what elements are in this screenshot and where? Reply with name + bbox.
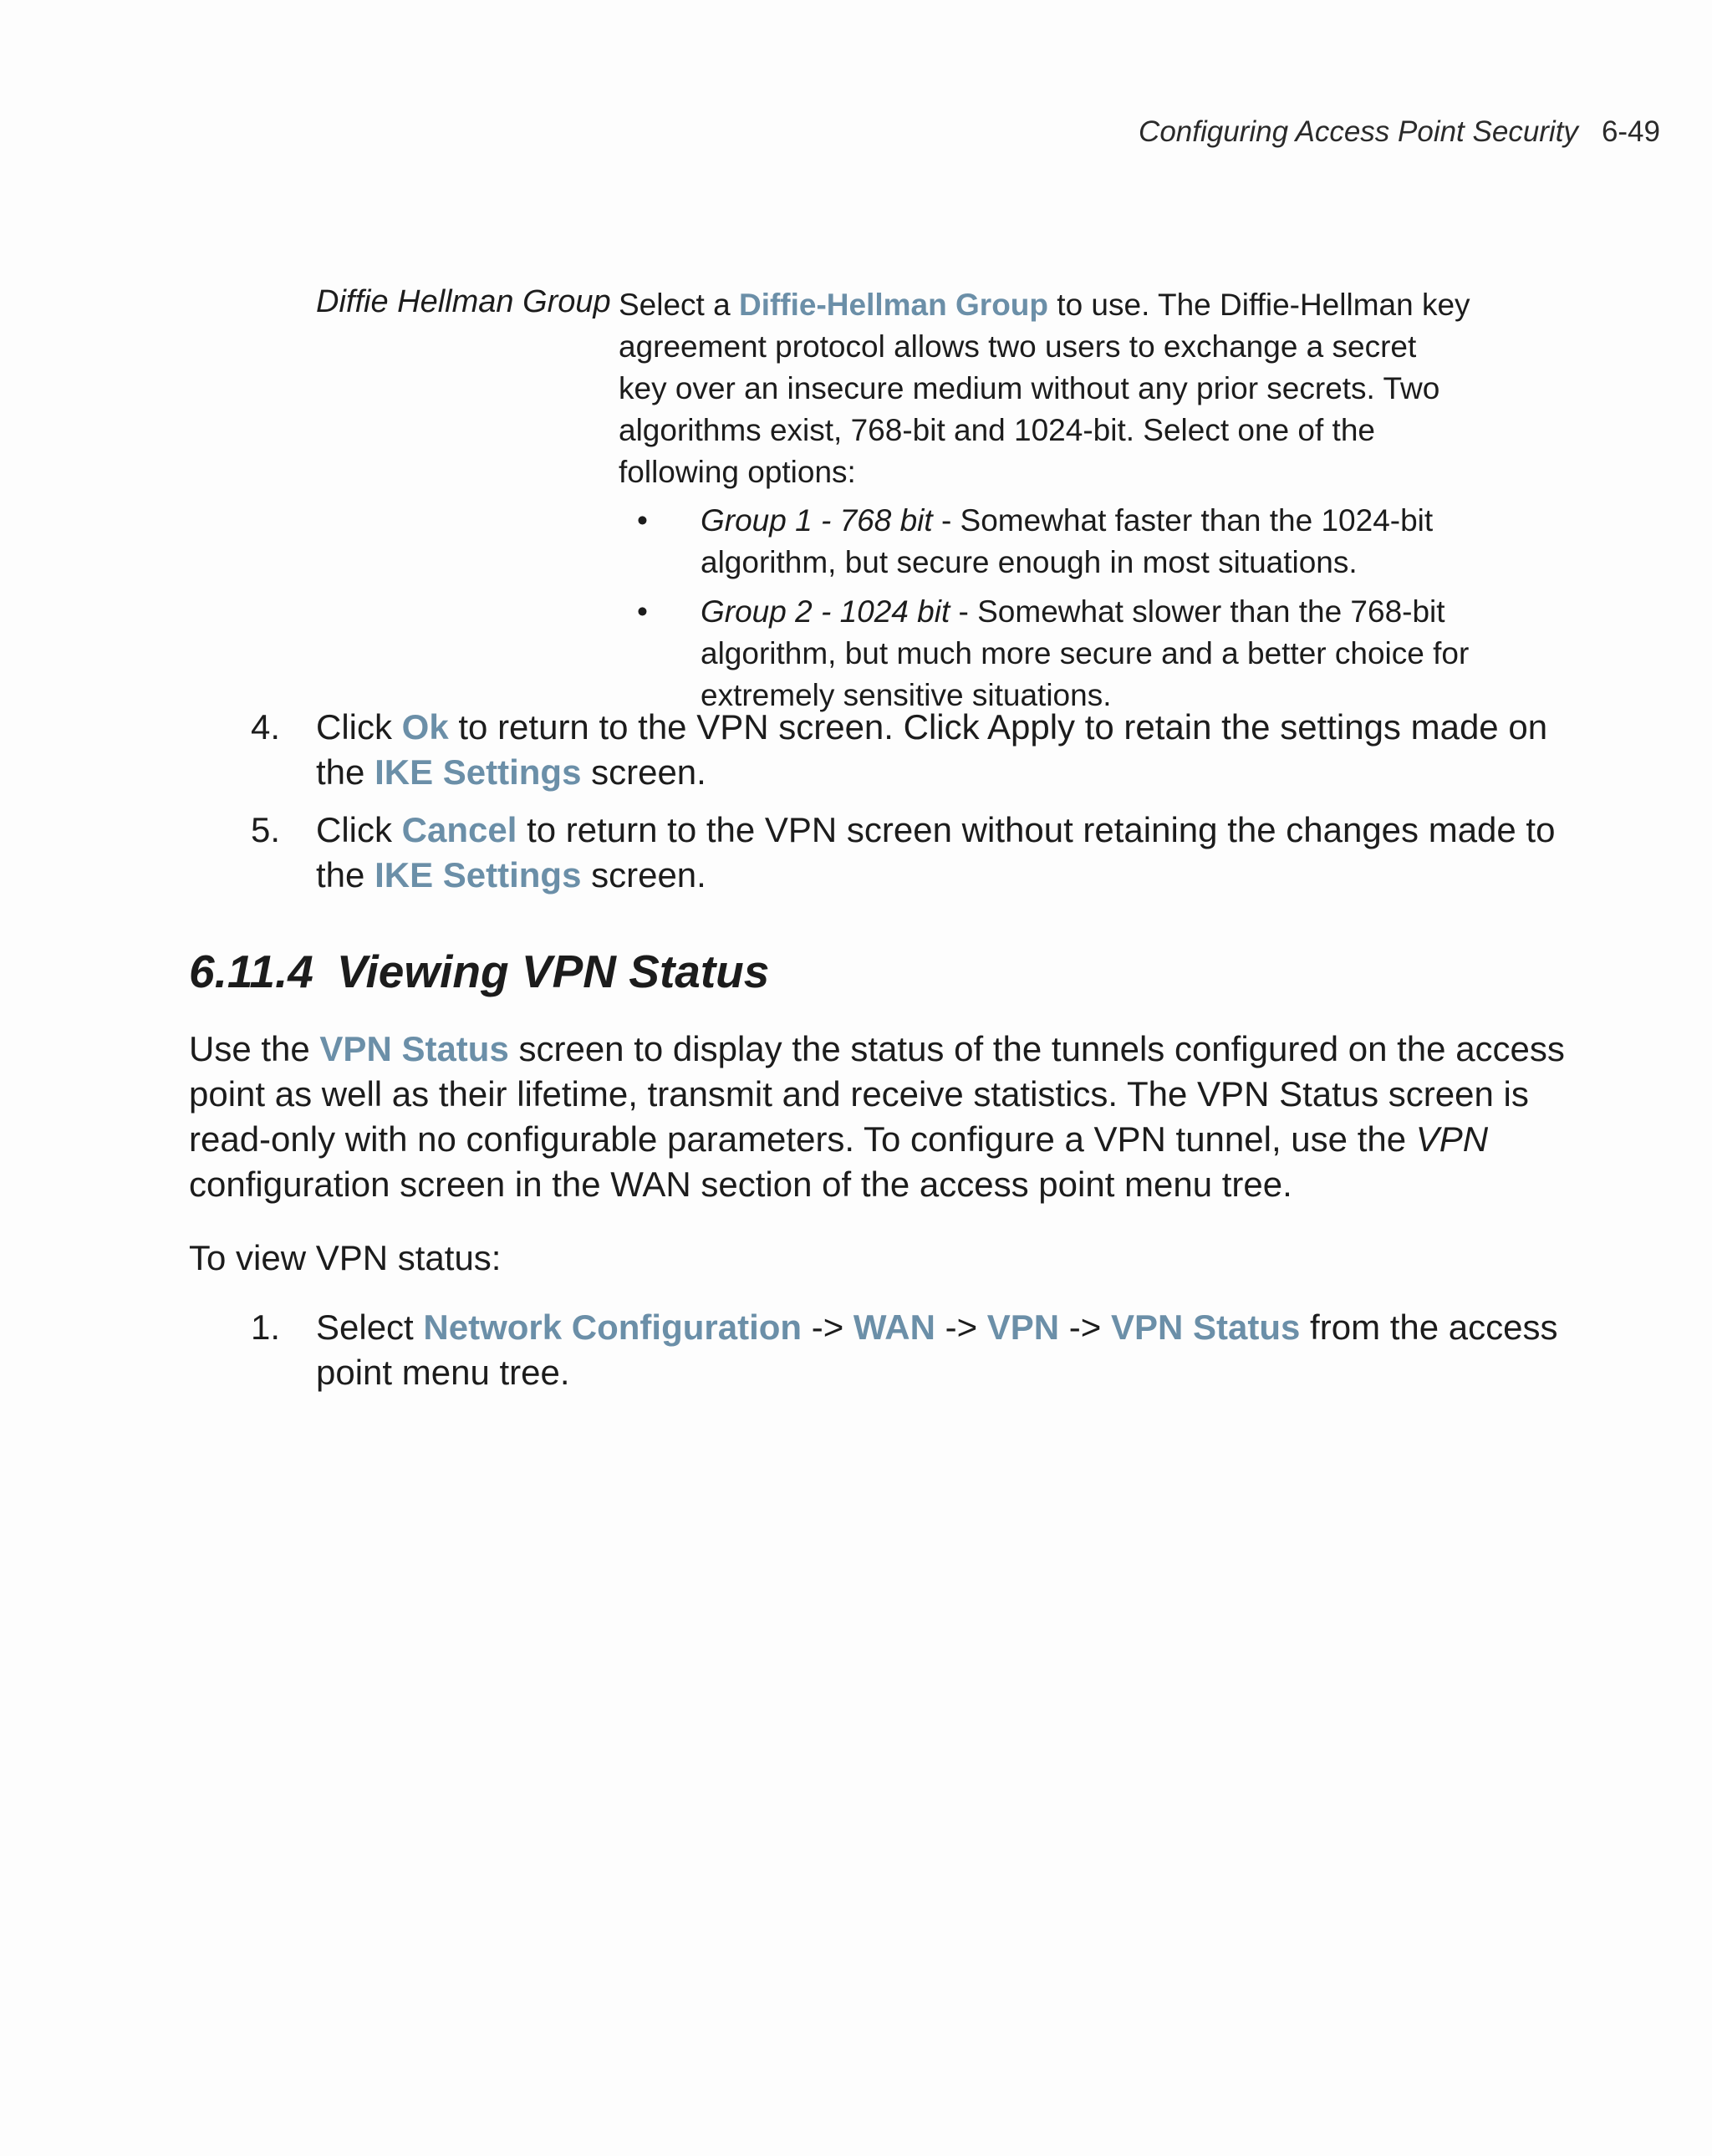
section-heading	[189, 945, 769, 998]
step-text-part: from the access point menu tree.	[316, 1307, 1558, 1392]
page-number: 6-49	[1601, 115, 1660, 148]
section-title: Viewing VPN Status	[336, 945, 770, 997]
bullet-icon: •	[637, 503, 648, 538]
wan-keyword: WAN	[853, 1307, 935, 1347]
step-5	[251, 808, 1572, 898]
step-text	[316, 705, 1572, 795]
step-text-part: Select	[316, 1307, 424, 1347]
network-configuration-keyword: Network Configuration	[423, 1307, 802, 1347]
definition-intro-rest: to use. The Diffie-Hellman key agreement protocol allows two users to exchange a secret key over an insecure medium without any prior secrets. Two algorithms exist, 768-bit and 1024-bit. Select one of the following options:	[619, 288, 1470, 489]
to-view-paragraph: To view VPN status:	[189, 1238, 502, 1277]
step-text	[316, 808, 1572, 898]
step-4	[251, 705, 1572, 795]
intro-text: screen to display the status of the tunnels configured on the access point as well as their lifetime, transmit and receive statistics. The VPN Status screen is read-only with no configurable parameters. To configure a VPN tunnel, use the	[189, 1029, 1565, 1159]
step-text-part: Click	[316, 707, 402, 747]
vpn-italic-term: VPN	[1415, 1119, 1489, 1159]
option-list	[619, 500, 1471, 716]
option-text: - Somewhat slower than the 768-bit algorithm, but much more secure and a better choice for extremely sensitive situations.	[701, 594, 1470, 712]
step-number: 1.	[251, 1307, 281, 1347]
intro-paragraph	[189, 1027, 1577, 1207]
cancel-keyword: Cancel	[401, 810, 517, 849]
definition-intro-text: Select a	[619, 288, 739, 322]
option-item	[619, 500, 1471, 584]
step-text-part: to return to the VPN screen without retaining the changes made to the	[316, 810, 1556, 895]
intro-text: configuration screen in the WAN section of the access point menu tree.	[189, 1165, 1292, 1204]
path-separator: ->	[1059, 1307, 1111, 1347]
ok-keyword: Ok	[401, 707, 449, 747]
vpn-status-keyword: VPN Status	[1111, 1307, 1301, 1347]
bullet-icon: •	[637, 594, 648, 629]
diffie-hellman-group-keyword: Diffie-Hellman Group	[738, 288, 1049, 322]
definition-body	[619, 284, 1471, 724]
option-term: Group 1 - 768 bit	[701, 503, 933, 538]
ike-settings-keyword: IKE Settings	[374, 752, 582, 792]
step-text-part: to return to the VPN screen. Click Apply to retain the settings made on the	[316, 707, 1548, 792]
running-header	[1139, 115, 1660, 149]
step-text-part: Click	[316, 810, 402, 849]
vpn-status-keyword: VPN Status	[319, 1029, 509, 1068]
definition-term: Diffie Hellman Group	[316, 284, 611, 319]
intro-text: Use the	[189, 1029, 320, 1068]
step-1	[251, 1305, 1572, 1395]
section-number: 6.11.4	[189, 945, 313, 997]
vpn-keyword: VPN	[986, 1307, 1060, 1347]
step-text	[316, 1305, 1572, 1395]
path-separator: ->	[935, 1307, 987, 1347]
step-text-part: screen.	[581, 752, 706, 792]
definition-intro	[619, 284, 1471, 493]
path-separator: ->	[802, 1307, 853, 1347]
ike-settings-keyword: IKE Settings	[374, 855, 582, 895]
step-number: 5.	[251, 810, 281, 849]
step-text-part: screen.	[581, 855, 706, 895]
option-item	[619, 591, 1471, 716]
option-term: Group 2 - 1024 bit	[701, 594, 950, 629]
step-number: 4.	[251, 707, 281, 747]
header-title: Configuring Access Point Security	[1139, 115, 1578, 148]
option-text: - Somewhat faster than the 1024-bit algorithm, but secure enough in most situations.	[701, 503, 1434, 579]
